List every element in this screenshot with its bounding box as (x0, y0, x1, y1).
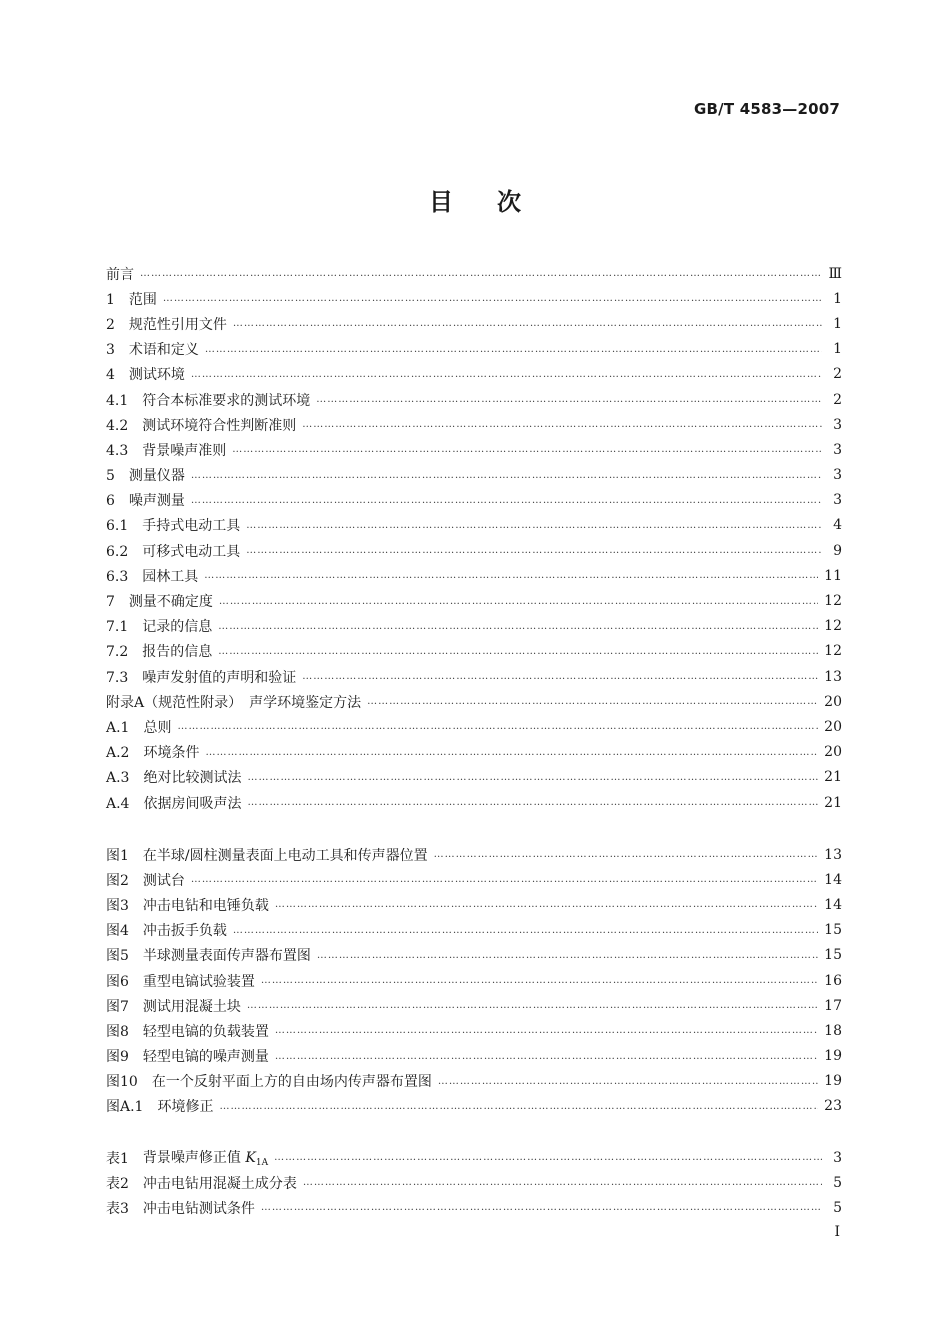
toc-entry-page: 3 (833, 467, 842, 484)
toc-entry-number: 6.2 (106, 543, 143, 560)
toc-entry-number: 1 (106, 291, 129, 308)
toc-entry-number: 4.3 (106, 442, 143, 459)
toc-entry-title: 总则 (143, 719, 172, 736)
toc-entry-page: 15 (824, 922, 842, 939)
toc-leader-dots (218, 646, 818, 657)
toc-entry-page: 1 (833, 290, 842, 307)
toc-leader-dots (246, 545, 822, 556)
toc-entry-title: 冲击扳手负载 (142, 923, 227, 940)
toc-entry[interactable] (106, 968, 842, 993)
toc-entry-title: 测量仪器 (128, 468, 185, 485)
toc-entry[interactable] (106, 513, 842, 538)
toc-entry[interactable] (106, 689, 842, 714)
toc-entry[interactable] (106, 1094, 842, 1119)
toc-entry[interactable] (106, 1170, 842, 1195)
toc-entry-number: A.4 (106, 795, 144, 812)
toc-leader-dots (317, 950, 818, 961)
toc-entry[interactable] (106, 261, 842, 286)
toc-leader-dots (163, 293, 822, 304)
toc-leader-dots (438, 1076, 818, 1087)
toc-leader-dots (247, 772, 818, 783)
toc-leader-dots (219, 1101, 818, 1112)
toc-entry[interactable] (106, 664, 842, 689)
toc-entry-page: 14 (824, 871, 842, 888)
toc-entry[interactable] (106, 1069, 842, 1094)
toc-entry-page: 18 (824, 1022, 842, 1039)
toc-entry-number: 图7 (106, 998, 143, 1015)
toc-entry[interactable] (106, 412, 842, 437)
toc-entry-number: A.1 (106, 719, 144, 736)
toc-entry[interactable] (106, 588, 842, 613)
toc-entry-title: 在半球/圆柱测量表面上电动工具和传声器位置 (142, 847, 428, 864)
toc-entry-number: 图6 (106, 973, 143, 990)
toc-entry-page: 21 (824, 769, 842, 786)
toc-entry[interactable] (106, 740, 842, 765)
toc-entry[interactable] (106, 1195, 842, 1220)
toc-entry[interactable] (106, 437, 842, 462)
toc-entry-number: 图1 (106, 847, 143, 864)
toc-entry-page: 19 (824, 1048, 842, 1065)
toc-leader-dots (191, 874, 818, 885)
toc-entry[interactable] (106, 286, 842, 311)
toc-entry-page: 13 (824, 846, 842, 863)
toc-leader-dots (204, 570, 818, 581)
toc-entry-title: 记录的信息 (142, 619, 213, 636)
toc-entry-number: 7.2 (106, 644, 143, 661)
toc-leader-dots (233, 318, 822, 329)
contents-list (106, 261, 842, 815)
toc-entry-page: 19 (824, 1073, 842, 1090)
toc-entry-page: 12 (824, 618, 842, 635)
toc-leader-dots (302, 671, 818, 682)
toc-leader-dots (191, 495, 822, 506)
toc-leader-dots (246, 520, 822, 531)
toc-leader-dots (232, 444, 822, 455)
toc-entry[interactable] (106, 614, 842, 639)
toc-entry[interactable] (106, 943, 842, 968)
toc-entry[interactable] (106, 842, 842, 867)
toc-entry-number: A.2 (106, 745, 144, 762)
toc-leader-dots (274, 1152, 822, 1163)
toc-entry[interactable] (106, 463, 842, 488)
toc-entry-page: 20 (824, 693, 842, 710)
toc-leader-dots (261, 1202, 822, 1213)
toc-entry-number: 7.3 (106, 669, 143, 686)
toc-entry[interactable] (106, 1018, 842, 1043)
toc-entry-title: 符合本标准要求的测试环境 (142, 392, 311, 409)
toc-entry-page: 15 (824, 947, 842, 964)
toc-entry-page: 1 (833, 315, 842, 332)
standard-number: GB/T 4583—2007 (694, 100, 840, 118)
toc-entry-title: 测试环境符合性判断准则 (142, 417, 297, 434)
toc-entry-number: 7 (106, 594, 129, 611)
toc-entry-page: 23 (824, 1098, 842, 1115)
toc-entry-page: 2 (833, 366, 842, 383)
toc-entry-page: 9 (833, 542, 842, 559)
toc-entry-title: 环境条件 (143, 745, 200, 762)
toc-entry-title: 术语和定义 (128, 342, 199, 359)
toc-entry-title: 轻型电镐的噪声测量 (142, 1049, 269, 1066)
toc-entry-title: 测试用混凝土块 (142, 998, 241, 1015)
toc-leader-dots (434, 849, 819, 860)
toc-entry[interactable] (106, 993, 842, 1018)
toc-entry-symbol: K (245, 1150, 256, 1167)
toc-entry-number: 3 (106, 342, 129, 359)
toc-entry[interactable] (106, 563, 842, 588)
toc-leader-dots (275, 899, 818, 910)
toc-entry-title: 冲击电钻和电锤负载 (142, 897, 269, 914)
toc-entry-title: 测量不确定度 (128, 594, 213, 611)
toc-entry-title: 冲击电钻测试条件 (142, 1200, 255, 1217)
toc-leader-dots (191, 369, 822, 380)
toc-leader-dots (302, 419, 822, 430)
toc-entry-title: 范围 (128, 291, 157, 308)
toc-entry-page: 3 (833, 416, 842, 433)
toc-entry-page: 5 (833, 1199, 842, 1216)
toc-entry-title: 依据房间吸声法 (143, 795, 242, 812)
toc-entry[interactable] (106, 867, 842, 892)
toc-entry-page: 12 (824, 593, 842, 610)
toc-entry-title: 园林工具 (142, 568, 199, 585)
toc-entry-title: 冲击电钻用混凝土成分表 (142, 1175, 297, 1192)
toc-entry[interactable] (106, 337, 842, 362)
toc-leader-dots (275, 1051, 818, 1062)
toc-entry[interactable] (106, 387, 842, 412)
toc-leader-dots (219, 596, 818, 607)
toc-entry-number: 图4 (106, 923, 143, 940)
toc-entry[interactable] (106, 639, 842, 664)
toc-entry-number: 表3 (106, 1200, 143, 1217)
toc-entry-title: 轻型电镐的负载装置 (142, 1023, 269, 1040)
toc-entry-title: 前言 (106, 266, 134, 283)
toc-entry-page: 1 (833, 341, 842, 358)
toc-entry-title: 在一个反射平面上方的自由场内传声器布置图 (151, 1074, 432, 1091)
toc-leader-dots (261, 975, 818, 986)
toc-entry-page: 3 (833, 1149, 842, 1166)
page-folio: I (834, 1224, 840, 1240)
toc-entry-page: 5 (833, 1174, 842, 1191)
toc-entry-title: 噪声发射值的声明和验证 (142, 669, 297, 686)
toc-entry-page: 3 (833, 492, 842, 509)
toc-entry[interactable] (106, 918, 842, 943)
toc-entry-number: 表1 (106, 1150, 143, 1167)
toc-entry-page: 12 (824, 643, 842, 660)
toc-leader-dots (247, 797, 818, 808)
toc-entry-title: 背景噪声准则 (142, 442, 227, 459)
toc-entry-number: 表2 (106, 1175, 143, 1192)
toc-leader-dots (205, 747, 818, 758)
toc-entry-title: 半球测量表面传声器布置图 (142, 948, 311, 965)
toc-entry-number: 图10 (106, 1074, 152, 1091)
toc-entry-number: 5 (106, 468, 129, 485)
toc-entry[interactable] (106, 1145, 842, 1170)
toc-entry-title: 重型电镐试验装置 (142, 973, 255, 990)
toc-leader-dots (205, 344, 822, 355)
toc-leader-dots (218, 621, 818, 632)
toc-entry-number: 6 (106, 493, 129, 510)
figures-list (106, 842, 842, 1119)
toc-entry-number: 图9 (106, 1049, 143, 1066)
toc-leader-dots (140, 268, 822, 279)
toc-entry-number: 图A.1 (106, 1099, 158, 1116)
toc-entry-title: 测试环境 (128, 367, 185, 384)
toc-entry-number: 2 (106, 316, 129, 333)
toc-entry-title: 绝对比较测试法 (143, 770, 242, 787)
toc-entry-title: 手持式电动工具 (142, 518, 241, 535)
toc-entry-page: 2 (833, 391, 842, 408)
toc-entry-page: 4 (833, 517, 842, 534)
toc-entry-number: 图3 (106, 897, 143, 914)
toc-entry-page: 3 (833, 441, 842, 458)
toc-leader-dots (247, 1000, 818, 1011)
toc-entry[interactable] (106, 1044, 842, 1069)
toc-entry-page: 20 (824, 718, 842, 735)
toc-entry-title: 测试台 (142, 872, 185, 889)
toc-entry-title: 附录A（规范性附录） 声学环境鉴定方法 (106, 694, 362, 711)
toc-entry-page: 16 (824, 972, 842, 989)
toc-entry-number: 7.1 (106, 619, 143, 636)
toc-entry[interactable] (106, 311, 842, 336)
toc-entry-title: 环境修正 (157, 1099, 214, 1116)
toc-entry[interactable] (106, 362, 842, 387)
toc-entry[interactable] (106, 765, 842, 790)
toc-entry-subscript: 1A (255, 1158, 269, 1169)
toc-entry-number: 图8 (106, 1023, 143, 1040)
toc-entry-title: 噪声测量 (128, 493, 185, 510)
toc-entry-page: 20 (824, 744, 842, 761)
toc-leader-dots (191, 470, 822, 481)
page-title: 目次 (429, 188, 565, 216)
toc-leader-dots (316, 394, 822, 405)
toc-entry-number: 4 (106, 367, 129, 384)
toc-entry-page: 17 (824, 997, 842, 1014)
toc-entry-number: 图2 (106, 872, 143, 889)
toc-entry[interactable] (106, 488, 842, 513)
toc-entry-page: 13 (824, 668, 842, 685)
toc-entry-title: 报告的信息 (142, 644, 213, 661)
toc-entry-number: 6.3 (106, 568, 143, 585)
toc-leader-dots (177, 721, 818, 732)
toc-entry-title: 规范性引用文件 (128, 316, 227, 333)
toc-entry[interactable] (106, 538, 842, 563)
toc-entry-number: 4.1 (106, 392, 143, 409)
toc-entry-number: A.3 (106, 770, 144, 787)
toc-entry[interactable] (106, 714, 842, 739)
toc-entry[interactable] (106, 892, 842, 917)
toc-entry-page: 14 (824, 896, 842, 913)
toc-entry-number: 6.1 (106, 518, 143, 535)
toc-entry-page: Ⅲ (828, 265, 842, 282)
tables-list (106, 1145, 842, 1221)
toc-leader-dots (303, 1177, 822, 1188)
toc-entry-page: 21 (824, 794, 842, 811)
toc-entry-number: 图5 (106, 948, 143, 965)
toc-entry[interactable] (106, 790, 842, 815)
toc-entry-title: 可移式电动工具 (142, 543, 241, 560)
toc-leader-dots (275, 1025, 818, 1036)
toc-entry-page: 11 (824, 567, 842, 584)
toc-entry-title: 背景噪声修正值 $K_{1A}$ (142, 1150, 269, 1169)
toc-leader-dots (367, 696, 818, 707)
toc-leader-dots (233, 925, 818, 936)
toc-entry-number: 4.2 (106, 417, 143, 434)
